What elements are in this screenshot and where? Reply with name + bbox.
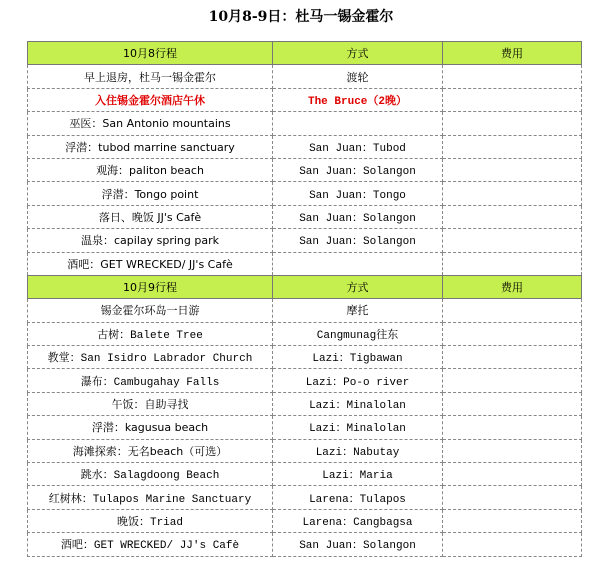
activity-cell: 跳水：Salagdoong Beach <box>28 463 273 486</box>
method-cell <box>273 112 443 135</box>
table-row <box>28 392 582 415</box>
table-header-day1 <box>28 42 582 65</box>
table-row <box>28 299 582 322</box>
table-row <box>28 205 582 228</box>
method-cell: San Juan：Solangon <box>273 229 443 252</box>
method-cell: San Juan：Tongo <box>273 182 443 205</box>
table-row <box>28 158 582 181</box>
cost-cell <box>443 486 582 509</box>
header-cell: 10月8行程 <box>28 42 273 65</box>
table-row <box>28 65 582 88</box>
cost-cell <box>443 392 582 415</box>
table-row <box>28 346 582 369</box>
activity-cell: 入住锡金霍尔酒店午休 <box>28 88 273 111</box>
method-cell: The Bruce（2晚） <box>273 88 443 111</box>
activity-cell: 酒吧：GET WRECKED/ JJ's Cafè <box>28 252 273 275</box>
method-cell: Larena：Cangbagsa <box>273 509 443 532</box>
cost-cell <box>443 299 582 322</box>
method-cell: Lazi：Tigbawan <box>273 346 443 369</box>
activity-cell: 酒吧：GET WRECKED/ JJ's Cafè <box>28 533 273 556</box>
cost-cell <box>443 533 582 556</box>
cost-cell <box>443 112 582 135</box>
document-title: 10月8-9日：杜马一锡金霍尔 <box>208 9 394 25</box>
cost-cell <box>443 509 582 532</box>
header-cell: 费用 <box>443 275 582 298</box>
table-row <box>28 135 582 158</box>
method-cell: San Juan：Solangon <box>273 205 443 228</box>
table-row <box>28 252 582 275</box>
method-cell: Lazi：Minalolan <box>273 392 443 415</box>
table-row <box>28 322 582 345</box>
activity-cell: 浮潜：tubod marrine sanctuary <box>28 135 273 158</box>
cost-cell <box>443 205 582 228</box>
method-cell <box>273 252 443 275</box>
method-cell: Larena：Tulapos <box>273 486 443 509</box>
table-row <box>28 112 582 135</box>
cost-cell <box>443 65 582 88</box>
cost-cell <box>443 369 582 392</box>
activity-cell: 午饭：自助寻找 <box>28 392 273 415</box>
activity-cell: 落日、晚饭 JJ's Cafè <box>28 205 273 228</box>
table-row <box>28 533 582 556</box>
cost-cell <box>443 416 582 439</box>
method-cell: San Juan：Solangon <box>273 158 443 181</box>
method-cell: Lazi：Minalolan <box>273 416 443 439</box>
table-row <box>28 416 582 439</box>
activity-cell: 晚饭：Triad <box>28 509 273 532</box>
cost-cell <box>443 229 582 252</box>
activity-cell: 温泉：capilay spring park <box>28 229 273 252</box>
method-cell: 摩托 <box>273 299 443 322</box>
method-cell: 渡轮 <box>273 65 443 88</box>
header-cell: 方式 <box>273 275 443 298</box>
table-row <box>28 486 582 509</box>
table-header-day2 <box>28 275 582 298</box>
header-cell: 方式 <box>273 42 443 65</box>
activity-cell: 瀑布：Cambugahay Falls <box>28 369 273 392</box>
method-cell: San Juan：Solangon <box>273 533 443 556</box>
cost-cell <box>443 158 582 181</box>
itinerary-table <box>27 41 582 557</box>
cost-cell <box>443 182 582 205</box>
table-row <box>28 229 582 252</box>
method-cell: San Juan：Tubod <box>273 135 443 158</box>
method-cell: Cangmunag往东 <box>273 322 443 345</box>
cost-cell <box>443 252 582 275</box>
activity-cell: 早上退房，杜马一锡金霍尔 <box>28 65 273 88</box>
activity-cell: 巫医：San Antonio mountains <box>28 112 273 135</box>
table-row <box>28 182 582 205</box>
cost-cell <box>443 135 582 158</box>
method-cell: Lazi：Po-o river <box>273 369 443 392</box>
activity-cell: 锡金霍尔环岛一日游 <box>28 299 273 322</box>
activity-cell: 教堂：San Isidro Labrador Church <box>28 346 273 369</box>
cost-cell <box>443 346 582 369</box>
table-row <box>28 463 582 486</box>
activity-cell: 浮潜：kagusua beach <box>28 416 273 439</box>
table-row <box>28 88 582 111</box>
cost-cell <box>443 463 582 486</box>
activity-cell: 古树：Balete Tree <box>28 322 273 345</box>
cost-cell <box>443 88 582 111</box>
cost-cell <box>443 322 582 345</box>
activity-cell: 红树林：Tulapos Marine Sanctuary <box>28 486 273 509</box>
header-cell: 10月9行程 <box>28 275 273 298</box>
method-cell: Lazi：Nabutay <box>273 439 443 462</box>
table-row <box>28 369 582 392</box>
activity-cell: 海滩探索：无名beach（可选） <box>28 439 273 462</box>
activity-cell: 观海：paliton beach <box>28 158 273 181</box>
table-row <box>28 439 582 462</box>
header-cell: 费用 <box>443 42 582 65</box>
method-cell: Lazi：Maria <box>273 463 443 486</box>
table-row <box>28 509 582 532</box>
cost-cell <box>443 439 582 462</box>
activity-cell: 浮潜：Tongo point <box>28 182 273 205</box>
